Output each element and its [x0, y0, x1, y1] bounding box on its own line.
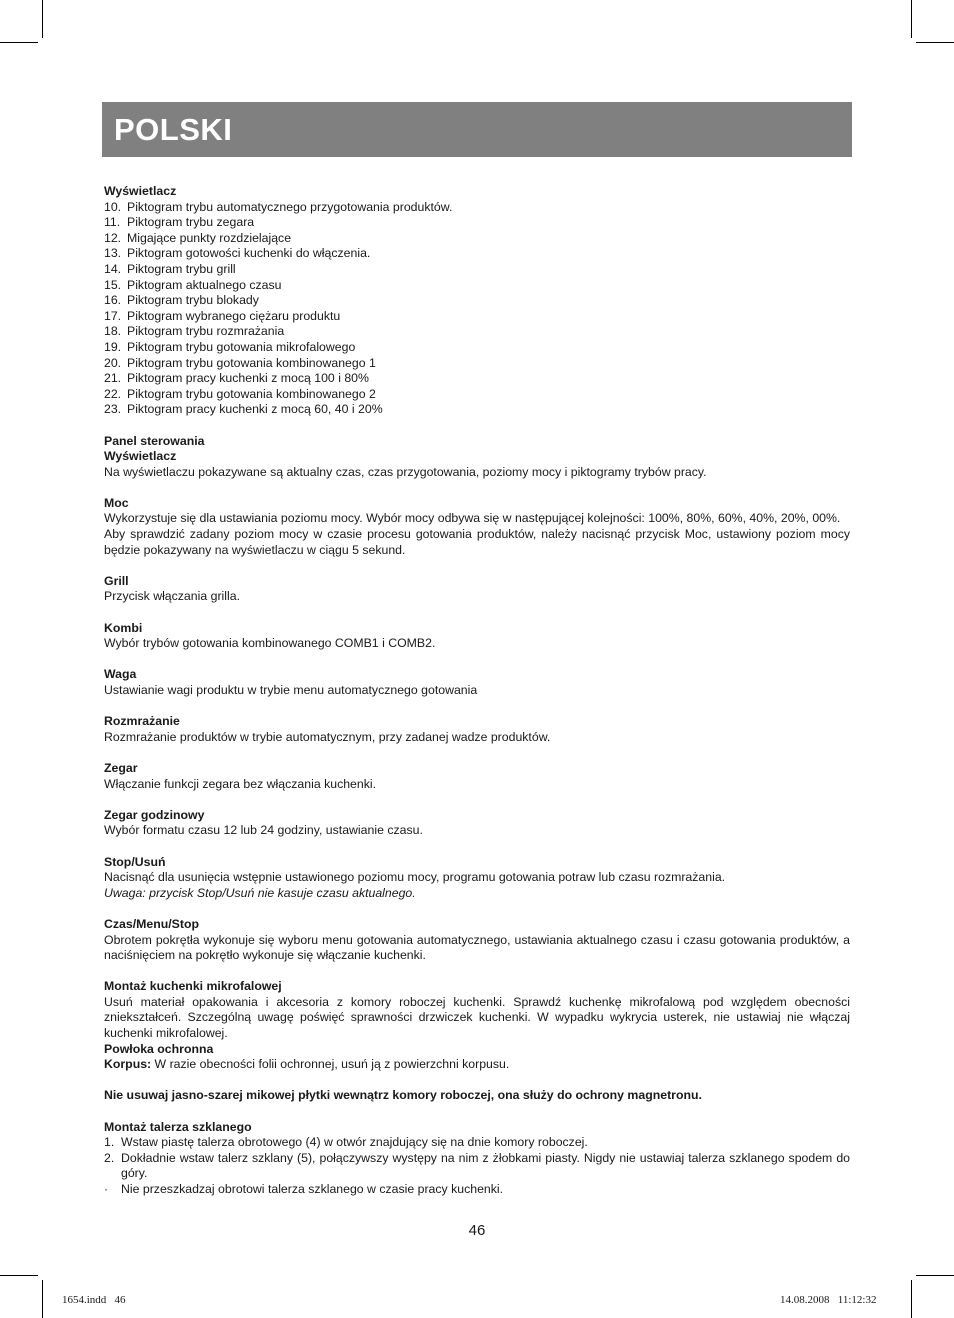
paragraph: Wykorzystuje się dla ustawiania poziomu mocy. Wybór mocy odbywa się w następującej kolejności: 100%, 80%, 60%, 40%, 20%, 00%. — [104, 511, 841, 526]
glass-plate-steps — [104, 1135, 850, 1197]
paragraph: Na wyświetlaczu pokazywane są aktualny czas, czas przygotowania, poziomy mocy i piktogramy trybów pracy. — [104, 464, 707, 479]
paragraph: Nacisnąć dla usunięcia wstępnie ustawionego poziomu mocy, programu gotowania potraw lub czasu rozmrażania. — [104, 870, 726, 885]
list-item: 18. Piktogram trybu rozmrażania — [104, 324, 285, 339]
list-item: 2. Dokładnie wstaw talerz szklany (5), połączywszy występy na nim z żłobkami piasty. Nigdy nie ustawiaj talerza szklanego spodem do góry. — [104, 1150, 850, 1181]
list-item: 17. Piktogram wybranego ciężaru produktu — [104, 308, 341, 323]
document-body — [104, 184, 850, 1198]
section-heading: Panel sterowania — [104, 433, 205, 448]
file-slug: 1654.indd 46 — [62, 1294, 126, 1306]
subsection-heading: Waga — [104, 667, 137, 682]
list-item: 13. Piktogram gotowości kuchenki do włączenia. — [104, 246, 371, 261]
subsection-heading: Moc — [104, 495, 129, 510]
paragraph: Wybór trybów gotowania kombinowanego COMB1 i COMB2. — [104, 636, 436, 651]
paragraph: Rozmrażanie produktów w trybie automatycznym, przy zadanej wadze produktów. — [104, 729, 551, 744]
crop-mark — [42, 0, 43, 38]
list-item: 10. Piktogram trybu automatycznego przygotowania produktów. — [104, 199, 453, 214]
list-item: 22. Piktogram trybu gotowania kombinowanego 2 — [104, 386, 376, 401]
language-header-bar — [102, 102, 852, 157]
list-item: 23. Piktogram pracy kuchenki z mocą 60, 40 i 20% — [104, 402, 383, 417]
display-pictogram-list — [104, 200, 850, 418]
korpus-label: Korpus: — [104, 1057, 152, 1072]
crop-mark — [42, 1280, 43, 1318]
paragraph: Wybór formatu czasu 12 lub 24 godziny, ustawianie czasu. — [104, 823, 423, 838]
crop-mark — [0, 1275, 38, 1276]
list-item: 14. Piktogram trybu grill — [104, 261, 236, 276]
subsection-heading: Powłoka ochronna — [104, 1041, 214, 1056]
warning-text: Nie usuwaj jasno-szarej mikowej płytki wewnątrz komory roboczej, ona służy do ochrony magnetronu. — [104, 1088, 702, 1103]
subsection-heading: Zegar — [104, 760, 138, 775]
crop-mark — [911, 1280, 912, 1318]
list-item: 12. Migające punkty rozdzielające — [104, 230, 292, 245]
paragraph — [104, 1057, 850, 1073]
list-item: 1. Wstaw piastę talerza obrotowego (4) w otwór znajdujący się na dnie komory roboczej. — [104, 1135, 588, 1150]
crop-mark — [0, 42, 38, 43]
paragraph: Obrotem pokrętła wykonuje się wyboru menu gotowania automatycznego, ustawiania aktualnego czasu i czasu gotowania produktów, a naciśnięciem na pokrętło wykonuje się włączanie kuchenki. — [104, 932, 850, 963]
subsection-heading: Wyświetlacz — [104, 449, 177, 464]
list-item: 19. Piktogram trybu gotowania mikrofalowego — [104, 339, 356, 354]
paragraph: Ustawianie wagi produktu w trybie menu automatycznego gotowania — [104, 683, 478, 697]
subsection-heading: Stop/Usuń — [104, 854, 166, 869]
subsection-heading: Grill — [104, 573, 129, 588]
list-item: 16. Piktogram trybu blokady — [104, 293, 259, 308]
crop-mark — [911, 0, 912, 38]
page-number: 46 — [468, 1222, 486, 1239]
list-item: · Nie przeszkadzaj obrotowi talerza szklanego w czasie pracy kuchenki. — [104, 1182, 504, 1196]
crop-mark — [916, 1275, 954, 1276]
section-heading: Montaż kuchenki mikrofalowej — [104, 979, 282, 994]
crop-mark — [916, 42, 954, 43]
list-item: 21. Piktogram pracy kuchenki z mocą 100 i 80% — [104, 371, 369, 386]
subsection-heading: Kombi — [104, 620, 143, 635]
paragraph: Usuń materiał opakowania i akcesoria z komory roboczej kuchenki. Sprawdź kuchenkę mikrofalową pod względem obecności zniekształceń. Szczególną uwagę poświęć sprawności drzwiczek kuchenki. W wypadku wykrycia usterek, nie ustawiaj nie włączaj kuchenki mikrofalowej. — [104, 994, 850, 1041]
paragraph: Aby sprawdzić zadany poziom mocy w czasie procesu gotowania produktów, należy nacisnąć przycisk Moc, ustawiony poziom mocy będzie pokazywany na wyświetlaczu w ciągu 5 sekund. — [104, 527, 850, 557]
subsection-heading: Czas/Menu/Stop — [104, 916, 199, 931]
note-text: Uwaga: przycisk Stop/Usuń nie kasuje czasu aktualnego. — [104, 885, 416, 900]
subsection-heading: Zegar godzinowy — [104, 807, 205, 822]
paragraph: Włączanie funkcji zegara bez włączania kuchenki. — [104, 776, 377, 791]
list-item: 15. Piktogram aktualnego czasu — [104, 277, 282, 292]
list-item: 11. Piktogram trybu zegara — [104, 215, 255, 230]
list-item: 20. Piktogram trybu gotowania kombinowanego 1 — [104, 355, 376, 370]
section-heading: Wyświetlacz — [104, 184, 177, 198]
date-slug: 14.08.2008 11:12:32 — [780, 1294, 877, 1306]
page-title: POLSKI — [114, 112, 233, 147]
section-heading: Montaż talerza szklanego — [104, 1119, 252, 1134]
korpus-text: W razie obecności folii ochronnej, usuń ją z powierzchni korpusu. — [151, 1057, 510, 1072]
subsection-heading: Rozmrażanie — [104, 714, 180, 729]
paragraph: Przycisk włączania grilla. — [104, 589, 240, 604]
